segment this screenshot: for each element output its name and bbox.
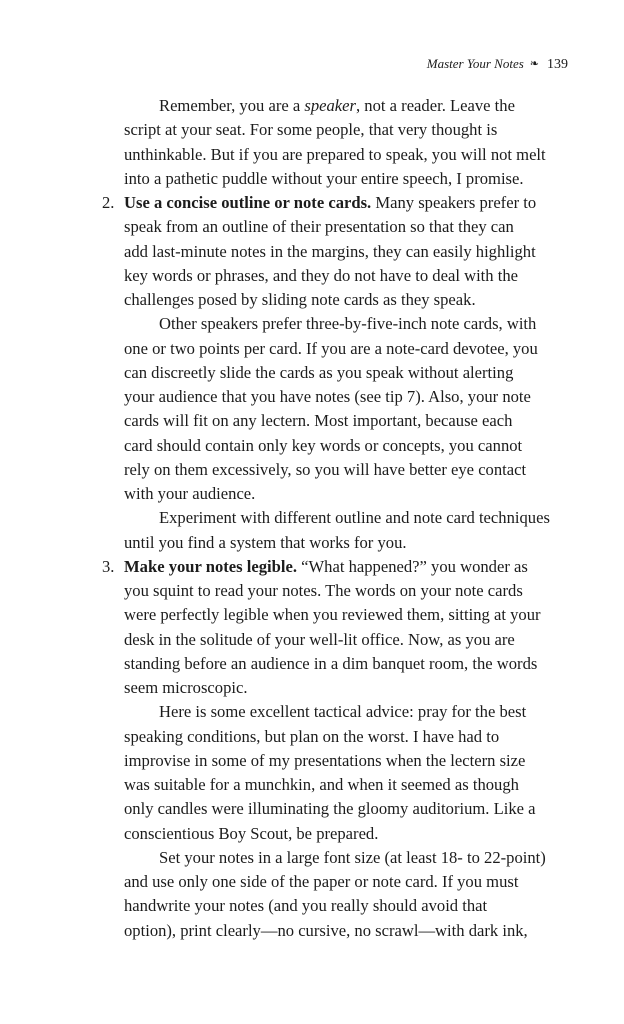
text-line: improvise in some of my presentations when the lectern size xyxy=(124,750,526,770)
text-line: can discreetly slide the cards as you speak without alerting xyxy=(124,362,514,382)
text-line: Here is some excellent tactical advice: pray for the best xyxy=(159,702,527,722)
list-item-2-first-line: 2. Use a concise outline or note cards. Many speakers prefer to xyxy=(124,191,568,215)
text-line: Set your notes in a large font size (at least 18- to 22-point) xyxy=(159,847,546,867)
fleuron-ornament-icon: ❧ xyxy=(529,58,539,70)
text-line: with your audience. xyxy=(124,484,256,503)
text-line: speaking conditions, but plan on the worst. I have had to xyxy=(124,726,500,746)
text-line: your audience that you have notes (see tip 7). Also, your note xyxy=(124,387,531,406)
list-item-heading: Make your notes legible. xyxy=(124,556,297,576)
text-line: option), print clearly—no cursive, no scrawl—with dark ink, xyxy=(124,920,528,940)
text-line: unthinkable. But if you are prepared to speak, you will not melt xyxy=(124,144,546,164)
text-line: until you find a system that works for you. xyxy=(124,532,407,552)
text-line: cards will fit on any lectern. Most important, because each xyxy=(124,411,513,431)
text-line: into a pathetic puddle without your entire speech, I promise. xyxy=(124,168,524,188)
emphasis-word: speaker xyxy=(304,96,356,115)
text-line: add last-minute notes in the margins, they can easily highlight xyxy=(124,241,536,261)
running-title: Master Your Notes xyxy=(426,56,524,71)
running-head xyxy=(427,56,568,73)
text-line: card should contain only key words or concepts, you cannot xyxy=(124,435,523,455)
text-line: standing before an audience in a dim banquet room, the words xyxy=(124,653,538,673)
text-line: handwrite your notes (and you really should avoid that xyxy=(124,896,488,916)
text-line: was suitable for a munchkin, and when it seemed as though xyxy=(124,775,519,794)
text-line: desk in the solitude of your well-lit office. Now, as you are xyxy=(124,629,515,649)
text-line: only candles were illuminating the gloomy auditorium. Like a xyxy=(124,799,536,819)
list-item-heading: Use a concise outline or note cards. xyxy=(124,193,372,212)
text-line: were perfectly legible when you reviewed them, sitting at your xyxy=(124,605,541,625)
list-item-3-first-line: 3. Make your notes legible. “What happened?” you wonder as xyxy=(124,555,568,579)
list-number: 3. xyxy=(102,556,115,576)
text-line: seem microscopic. xyxy=(124,678,248,697)
text-line: speak from an outline of their presentation so that they can xyxy=(124,217,514,237)
text-line: challenges posed by sliding note cards as they speak. xyxy=(124,290,476,309)
text-line: Other speakers prefer three-by-five-inch note cards, with xyxy=(159,314,537,334)
list-number: 2. xyxy=(102,193,115,212)
text-line: one or two points per card. If you are a note-card devotee, you xyxy=(124,338,538,358)
text-line: you squint to read your notes. The words on your note cards xyxy=(124,581,523,600)
text-line: Experiment with different outline and note card techniques xyxy=(159,508,550,528)
text-line: and use only one side of the paper or note card. If you must xyxy=(124,872,519,891)
page-number: 139 xyxy=(547,57,568,72)
text-line: Remember, you are a speaker, not a reader. Leave the xyxy=(159,96,515,115)
text-line: conscientious Boy Scout, be prepared. xyxy=(124,823,379,843)
body-text xyxy=(102,94,568,943)
text-line: script at your seat. For some people, that very thought is xyxy=(124,120,498,140)
text-line: key words or phrases, and they do not have to deal with the xyxy=(124,265,519,285)
text-line: rely on them excessively, so you will have better eye contact xyxy=(124,459,527,479)
